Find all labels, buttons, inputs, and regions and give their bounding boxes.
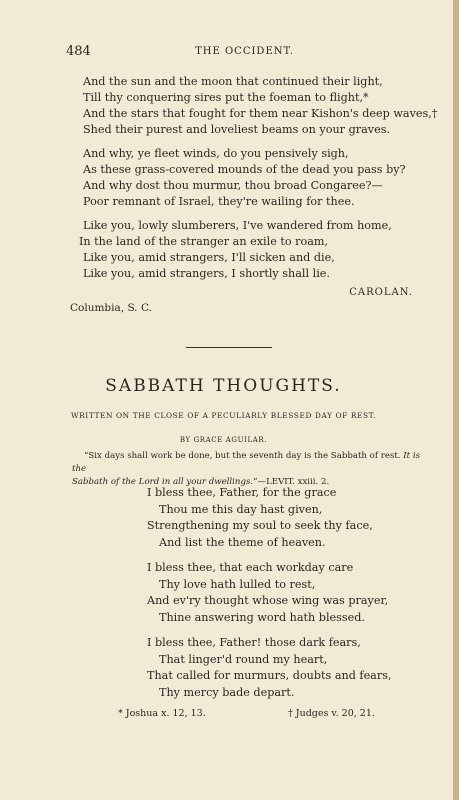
stanza xyxy=(83,74,438,138)
poem-main xyxy=(147,485,433,710)
verse-line: In the land of the stranger an exile to roam, xyxy=(79,235,329,248)
verse-line: Like you, lowly slumberers, I've wandered from home, xyxy=(83,219,392,232)
poem-top xyxy=(79,74,438,290)
verse-line: Thou me this day hast given, xyxy=(159,502,323,516)
verse-line: And the stars that fought for them near Kishon's deep waves,† xyxy=(83,107,438,120)
running-head: THE OCCIDENT. xyxy=(195,46,294,57)
epigraph-text: “Six days shall work be done, but the seventh day is the Sabbath of rest. xyxy=(84,451,401,461)
article-subtitle: WRITTEN ON THE CLOSE OF A PECULIARLY BLESSED DAY OF REST. xyxy=(70,411,377,420)
epigraph-citation: ”—LEVIT. xxiii. 2. xyxy=(253,477,330,487)
verse-line: That linger'd round my heart, xyxy=(159,652,328,666)
stanza xyxy=(147,635,433,701)
stanza xyxy=(83,146,419,210)
verse-line: I bless thee, Father, for the grace xyxy=(147,486,337,499)
article-title: SABBATH THOUGHTS. xyxy=(105,376,342,396)
verse-line: I bless thee, that each workday care xyxy=(147,561,354,574)
stanza xyxy=(147,560,433,626)
footnote: * Joshua x. 12, 13. xyxy=(118,708,206,719)
verse-line: Thine answering word hath blessed. xyxy=(159,610,365,624)
verse-line: Shed their purest and loveliest beams on your graves. xyxy=(83,123,390,136)
verse-line: And the sun and the moon that continued their light, xyxy=(83,75,383,88)
verse-line: Till thy conquering sires put the foeman to flight,* xyxy=(83,91,369,104)
author-signature: CAROLAN. xyxy=(349,287,413,298)
verse-line: Thy mercy bade depart. xyxy=(159,685,295,699)
verse-line: Like you, amid strangers, I shortly shall lie. xyxy=(83,267,330,280)
section-divider xyxy=(186,347,272,348)
article-byline: BY GRACE AGUILAR. xyxy=(179,436,268,444)
page-header xyxy=(66,44,423,60)
verse-line: And why, ye fleet winds, do you pensively sigh, xyxy=(83,147,349,160)
epigraph xyxy=(72,450,425,489)
epigraph-italic: It is the xyxy=(72,451,421,474)
verse-line: And why dost thou murmur, thou broad Congaree?— xyxy=(83,179,383,192)
verse-line: That called for murmurs, doubts and fears, xyxy=(147,669,392,682)
stanza xyxy=(79,218,419,282)
verse-line: I bless thee, Father! those dark fears, xyxy=(147,636,361,649)
verse-line: Poor remnant of Israel, they're wailing for thee. xyxy=(83,195,355,208)
place-line: Columbia, S. C. xyxy=(70,302,152,314)
verse-line: As these grass-covered mounds of the dead you pass by? xyxy=(83,163,406,176)
verse-line: Strengthening my soul to seek thy face, xyxy=(147,519,373,532)
verse-line: And ev'ry thought whose wing was prayer, xyxy=(147,594,389,607)
epigraph-line xyxy=(72,450,425,476)
epigraph-italic: Sabbath of the Lord in all your dwellings. xyxy=(72,477,254,487)
footnotes xyxy=(118,708,423,722)
stanza xyxy=(147,485,433,551)
verse-line: And list the theme of heaven. xyxy=(159,535,326,549)
page-number: 484 xyxy=(66,44,91,59)
verse-line: Like you, amid strangers, I'll sicken and die, xyxy=(83,251,335,264)
verse-line: Thy love hath lulled to rest, xyxy=(159,577,316,591)
footnote: † Judges v. 20, 21. xyxy=(288,708,375,719)
